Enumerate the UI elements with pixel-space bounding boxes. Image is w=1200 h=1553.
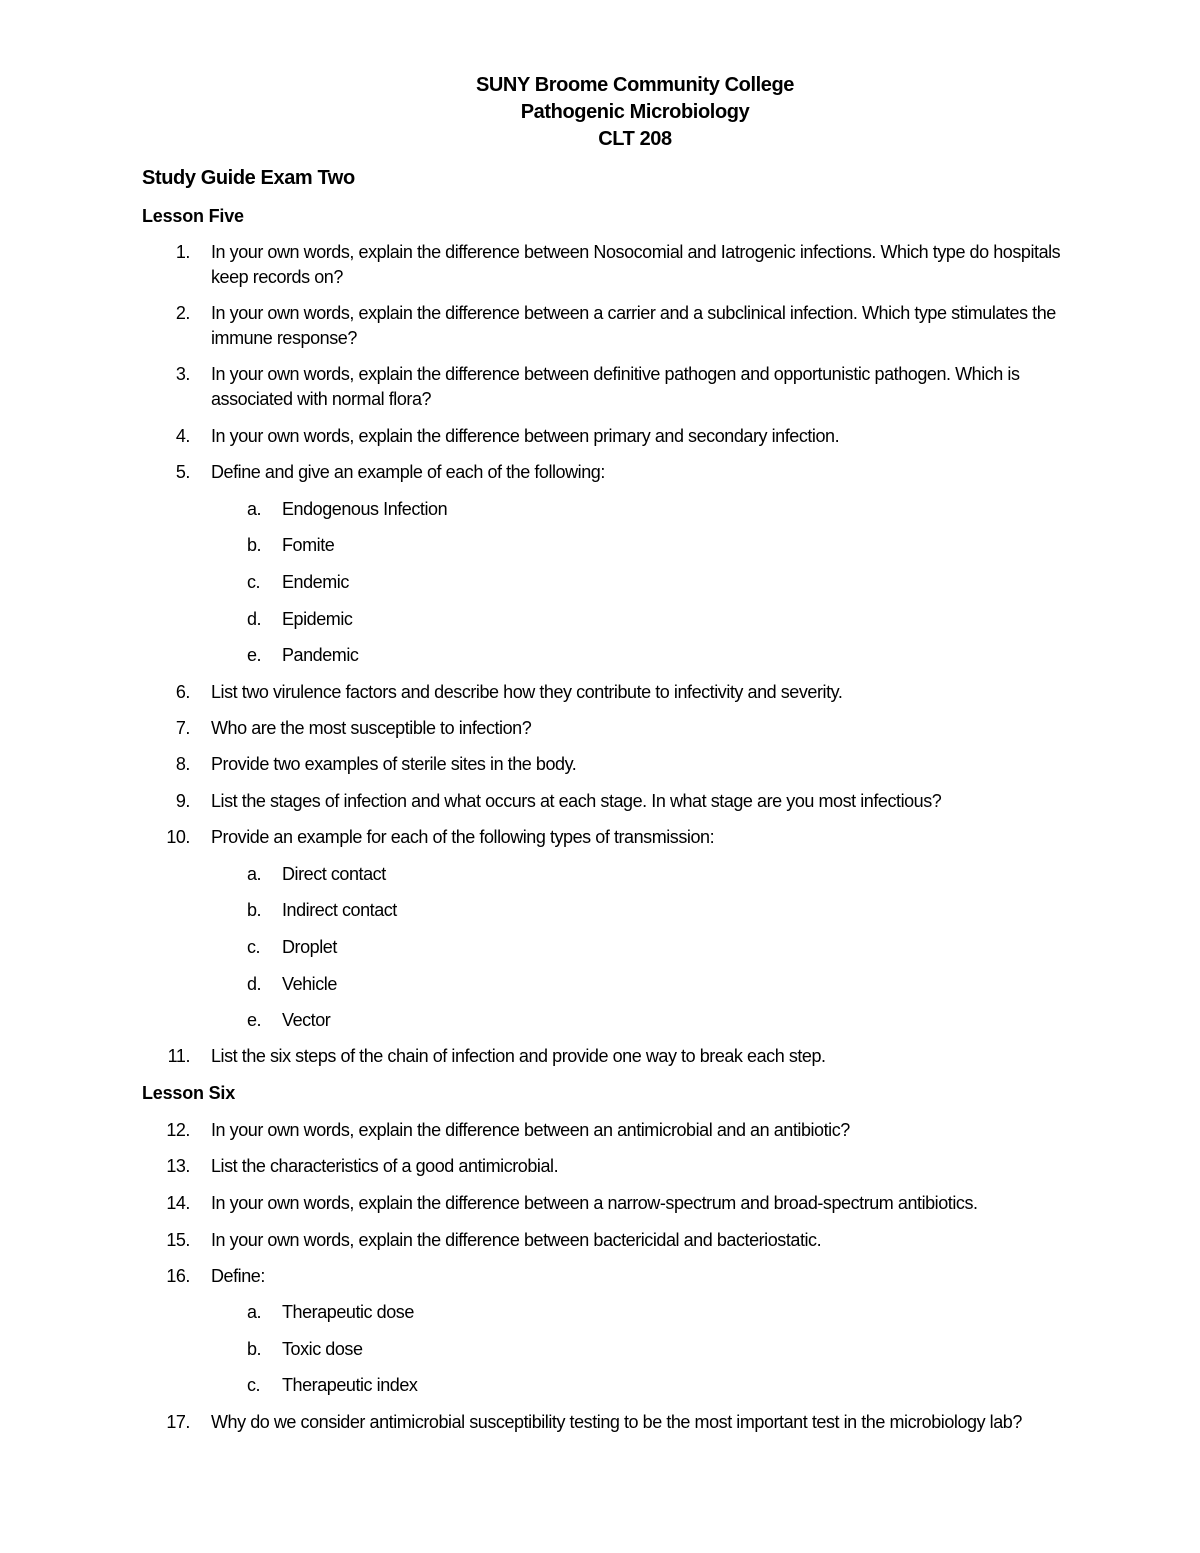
question-number: 9. — [175, 791, 190, 811]
lesson-five-heading: Lesson Five — [142, 206, 244, 226]
sub-item-text: Droplet — [282, 937, 337, 957]
sub-item-letter: c. — [247, 572, 261, 592]
sub-item-text: Endemic — [282, 572, 349, 592]
question-number: 14. — [166, 1193, 190, 1213]
question-number: 17. — [166, 1412, 190, 1432]
question-text: List the stages of infection and what occurs at each stage. In what stage are you most infectious? — [211, 791, 942, 811]
sub-item-text: Pandemic — [282, 645, 359, 665]
question-text: Define and give an example of each of the following: — [211, 462, 605, 482]
question-text: In your own words, explain the difference between Nosocomial and Iatrogenic infections. Which type do hospitals keep records on? — [211, 242, 1061, 287]
sub-item-text: Vehicle — [282, 974, 337, 994]
course-code: CLT 208 — [598, 128, 672, 150]
question-number: 3. — [175, 364, 190, 384]
question-number: 15. — [166, 1230, 190, 1250]
lesson-six-heading: Lesson Six — [142, 1083, 236, 1103]
page-title: Study Guide Exam Two — [142, 167, 355, 189]
sub-item-letter: b. — [247, 900, 262, 920]
question-number: 12. — [166, 1120, 190, 1140]
question-text: List two virulence factors and describe how they contribute to infectivity and severity. — [211, 682, 843, 702]
sub-item-letter: d. — [247, 974, 262, 994]
question-number: 13. — [166, 1156, 190, 1176]
sub-item-text: Fomite — [282, 535, 335, 555]
course-name: Pathogenic Microbiology — [520, 101, 750, 123]
question-number: 6. — [175, 682, 190, 702]
sub-item-letter: c. — [247, 937, 261, 957]
question-number: 1. — [175, 242, 190, 262]
sub-item-letter: e. — [247, 645, 262, 665]
sub-item-text: Therapeutic dose — [282, 1302, 414, 1322]
sub-item-letter: c. — [247, 1375, 261, 1395]
document-header — [0, 72, 1200, 153]
question-text: Why do we consider antimicrobial susceptibility testing to be the most important test in the microbiology lab? — [211, 1412, 1022, 1432]
question-text: In your own words, explain the difference between a carrier and a subclinical infection. Which type stimulates the immune response? — [211, 303, 1056, 348]
sub-item-text: Endogenous Infection — [282, 499, 448, 519]
question-number: 16. — [166, 1266, 190, 1286]
sub-item-letter: b. — [247, 1339, 262, 1359]
question-number: 10. — [166, 827, 190, 847]
question-text: List the six steps of the chain of infection and provide one way to break each step. — [211, 1046, 826, 1066]
question-text: Who are the most susceptible to infection? — [211, 718, 532, 738]
question-text: In your own words, explain the difference between definitive pathogen and opportunistic pathogen. Which is associated with normal flora? — [211, 364, 1020, 409]
question-number: 11. — [167, 1046, 190, 1066]
sub-item-text: Therapeutic index — [282, 1375, 418, 1395]
question-number: 8. — [175, 754, 190, 774]
sub-item-text: Vector — [282, 1010, 331, 1030]
question-text: List the characteristics of a good antimicrobial. — [211, 1156, 559, 1176]
college-name: SUNY Broome Community College — [475, 74, 795, 96]
question-number: 4. — [175, 426, 190, 446]
sub-item-letter: b. — [247, 535, 262, 555]
sub-item-letter: a. — [247, 864, 262, 884]
sub-item-text: Direct contact — [282, 864, 386, 884]
sub-item-text: Epidemic — [282, 609, 353, 629]
sub-item-letter: d. — [247, 609, 262, 629]
sub-item-letter: e. — [247, 1010, 262, 1030]
sub-item-text: Indirect contact — [282, 900, 397, 920]
question-number: 2. — [175, 303, 190, 323]
question-text: In your own words, explain the difference between a narrow-spectrum and broad-spectrum antibiotics. — [211, 1193, 978, 1213]
sub-item-letter: a. — [247, 1302, 262, 1322]
question-number: 5. — [175, 462, 190, 482]
question-text: Provide an example for each of the following types of transmission: — [211, 827, 715, 847]
question-text: In your own words, explain the difference between bactericidal and bacteriostatic. — [211, 1230, 822, 1250]
question-text: Define: — [211, 1266, 265, 1286]
sub-item-letter: a. — [247, 499, 262, 519]
question-number: 7. — [175, 718, 190, 738]
question-text: In your own words, explain the difference between primary and secondary infection. — [211, 426, 840, 446]
question-text: Provide two examples of sterile sites in the body. — [211, 754, 577, 774]
sub-item-text: Toxic dose — [282, 1339, 363, 1359]
question-text: In your own words, explain the difference between an antimicrobial and an antibiotic? — [211, 1120, 850, 1140]
